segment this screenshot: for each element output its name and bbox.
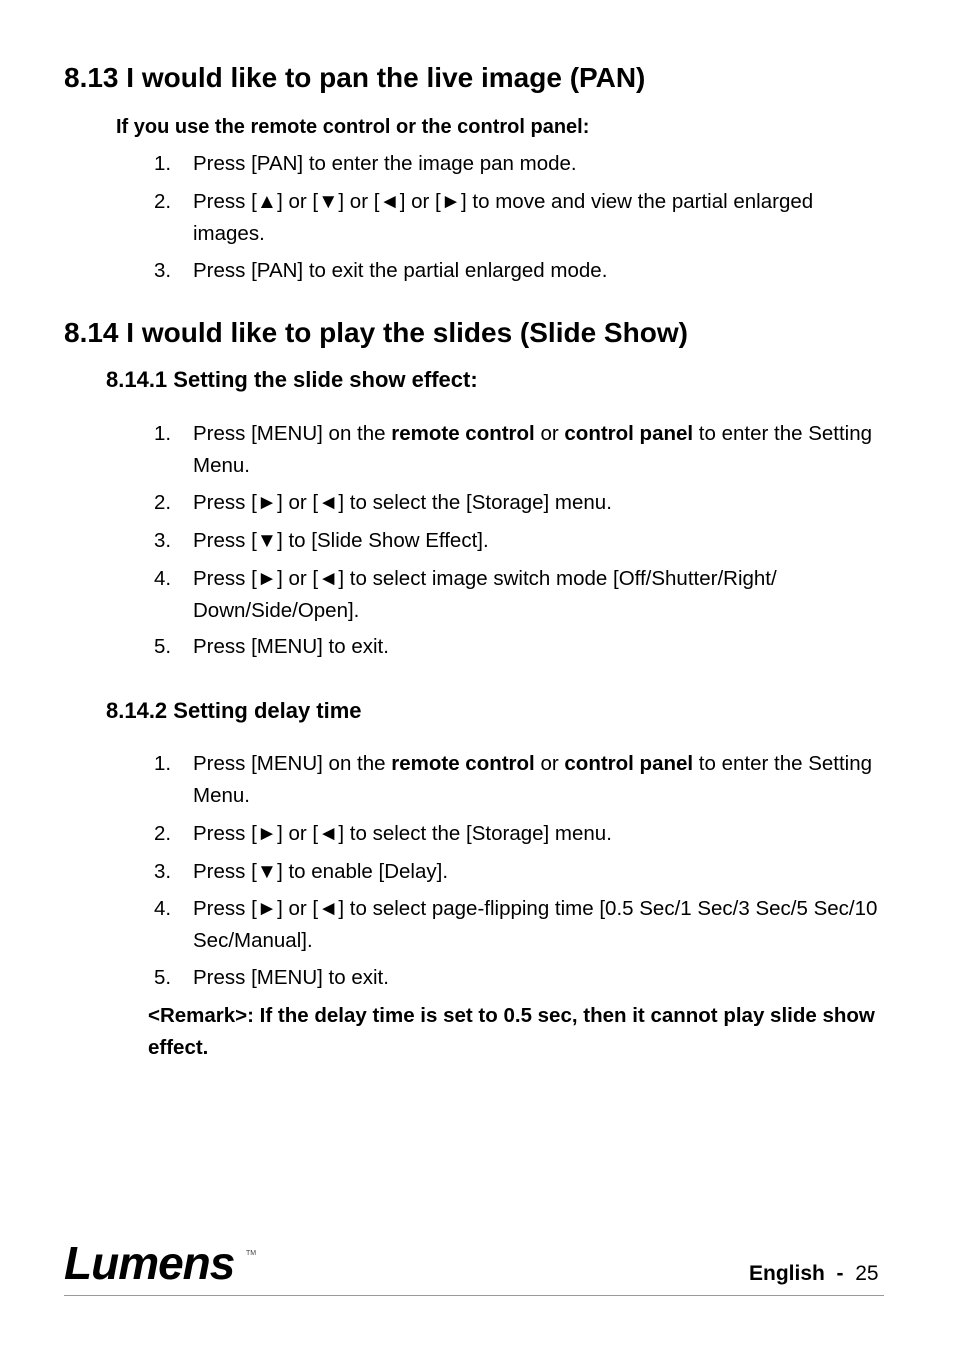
up-arrow-icon: ▲ <box>256 190 278 213</box>
item-text: Press [MENU] to exit. <box>193 966 389 989</box>
item-number: 3. <box>154 529 172 552</box>
intro-text: If you use the remote control or the control panel: <box>116 116 590 138</box>
item-text: Press [PAN] to exit the partial enlarged mode. <box>193 259 608 282</box>
item-number: 3. <box>154 259 172 282</box>
item-number: 2. <box>154 491 172 514</box>
down-arrow-icon: ▼ <box>256 860 278 883</box>
item-text: Press [►] or [◄] to select the [Storage] menu. <box>193 491 612 514</box>
trademark-mark: TM <box>246 1250 257 1257</box>
item-number: 1. <box>154 422 172 445</box>
item-number: 4. <box>154 897 172 920</box>
item-text: Press [MENU] on the remote control or control panel to enter the Setting Menu. <box>193 752 873 807</box>
item-number: 3. <box>154 860 172 883</box>
right-arrow-icon: ► <box>256 822 278 845</box>
item-text: Press [PAN] to enter the image pan mode. <box>193 152 577 175</box>
item-text: Press [►] or [◄] to select page-flipping time [0.5 Sec/1 Sec/3 Sec/5 Sec/10 Sec/Manual]. <box>193 897 878 952</box>
subsection-heading-8-14-1: 8.14.1 Setting the slide show effect: <box>106 367 478 392</box>
item-number: 2. <box>154 822 172 845</box>
footer-language: English <box>749 1262 825 1285</box>
down-arrow-icon: ▼ <box>256 529 278 552</box>
item-number: 1. <box>154 152 172 175</box>
left-arrow-icon: ◄ <box>318 567 339 590</box>
section-heading-8-14: 8.14 I would like to play the slides (Slide Show) <box>64 317 688 348</box>
right-arrow-icon: ► <box>256 897 278 920</box>
item-number: 5. <box>154 635 172 658</box>
item-text: Press [▼] to enable [Delay]. <box>193 860 449 883</box>
left-arrow-icon: ◄ <box>379 190 400 213</box>
page-number: 25 <box>855 1262 879 1285</box>
down-arrow-icon: ▼ <box>318 190 339 213</box>
item-text: Press [▼] to [Slide Show Effect]. <box>193 529 489 552</box>
page-footer <box>749 1262 879 1286</box>
item-text: Press [MENU] on the remote control or control panel to enter the Setting Menu. <box>193 422 873 477</box>
item-text: Press [►] or [◄] to select the [Storage] menu. <box>193 822 612 845</box>
item-text: Press [►] or [◄] to select image switch mode [Off/Shutter/Right/ Down/Side/Open]. <box>193 567 777 622</box>
right-arrow-icon: ► <box>256 491 278 514</box>
subsection-heading-8-14-2: 8.14.2 Setting delay time <box>106 698 362 723</box>
item-text: Press [▲] or [▼] or [◄] or [►] to move and view the partial enlarged images. <box>193 190 814 245</box>
left-arrow-icon: ◄ <box>318 897 339 920</box>
item-number: 4. <box>154 567 172 590</box>
lumens-logo: Lumens <box>64 1237 235 1289</box>
footer-separator: - <box>836 1262 844 1285</box>
item-number: 5. <box>154 966 172 989</box>
footer-divider <box>64 1295 884 1296</box>
right-arrow-icon: ► <box>256 567 278 590</box>
right-arrow-icon: ► <box>440 190 462 213</box>
item-number: 1. <box>154 752 172 775</box>
item-text: Press [MENU] to exit. <box>193 635 389 658</box>
left-arrow-icon: ◄ <box>318 491 339 514</box>
left-arrow-icon: ◄ <box>318 822 339 845</box>
remark-note: <Remark>: If the delay time is set to 0.5 sec, then it cannot play slide show effect. <box>148 1004 875 1059</box>
section-heading-8-13: 8.13 I would like to pan the live image (PAN) <box>64 62 646 93</box>
item-number: 2. <box>154 190 172 213</box>
